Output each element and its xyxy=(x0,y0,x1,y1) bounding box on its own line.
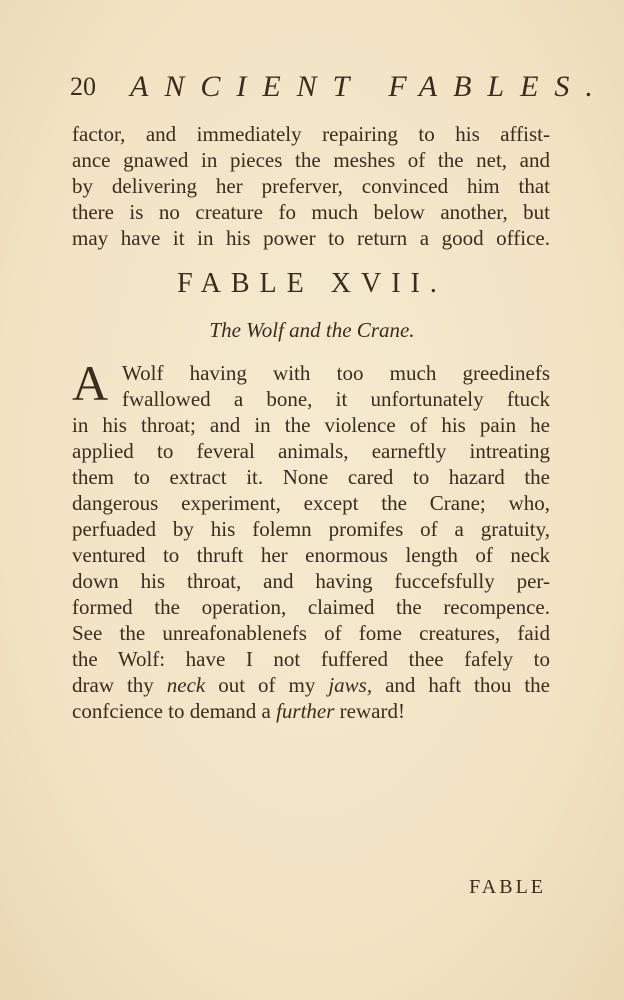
line-segment: confcience to demand a xyxy=(72,699,277,723)
italic-word: jaws, xyxy=(328,673,373,697)
text-line: by delivering her preferver, convinced him that xyxy=(72,174,550,198)
text-line: the Wolf: have I not fuffered thee fafely to xyxy=(72,647,550,671)
text-line: applied to feveral animals, earneftly intreating xyxy=(72,439,550,463)
drop-cap: A xyxy=(72,355,109,411)
fable-heading: FABLE XVII. xyxy=(177,268,447,299)
italic-word: further xyxy=(276,699,335,723)
line-segment: draw thy xyxy=(72,673,167,697)
text-line: formed the operation, claimed the recompence. xyxy=(72,595,550,619)
fable-subtitle: The Wolf and the Crane. xyxy=(209,318,415,342)
text-line: perfuaded by his folemn promifes of a gratuity, xyxy=(72,517,550,541)
text-line: factor, and immediately repairing to his affist- xyxy=(72,122,550,146)
text-line xyxy=(72,698,550,724)
catchword: FABLE xyxy=(469,876,546,898)
text-line: may have it in his power to return a good office. xyxy=(72,226,550,250)
line-segment: and haft thou the xyxy=(372,673,550,697)
text-line: Wolf having with too much greedinefs xyxy=(122,361,550,385)
page-number: 20 xyxy=(70,72,96,101)
text-line: there is no creature fo much below another, but xyxy=(72,200,550,224)
text-line: down his throat, and having fuccefsfully per- xyxy=(72,569,550,593)
text-line: fwallowed a bone, it unfortunately ftuck xyxy=(122,387,550,411)
line-segment: out of my xyxy=(205,673,329,697)
text-line: ventured to thruft her enormous length of neck xyxy=(72,543,550,567)
running-title: ANCIENT FABLES. xyxy=(130,70,609,103)
text-line: them to extract it. None cared to hazard the xyxy=(72,465,550,489)
text-line: dangerous experiment, except the Crane; who, xyxy=(72,491,550,515)
page-header xyxy=(70,70,609,110)
italic-word: neck xyxy=(166,673,206,697)
line-segment: reward! xyxy=(334,699,405,723)
text-line: in his throat; and in the violence of his pain he xyxy=(72,413,550,437)
text-line: See the unreafonablenefs of fome creatures, faid xyxy=(72,621,550,645)
text-line: ance gnawed in pieces the meshes of the net, and xyxy=(72,148,550,172)
text-line xyxy=(72,672,550,698)
